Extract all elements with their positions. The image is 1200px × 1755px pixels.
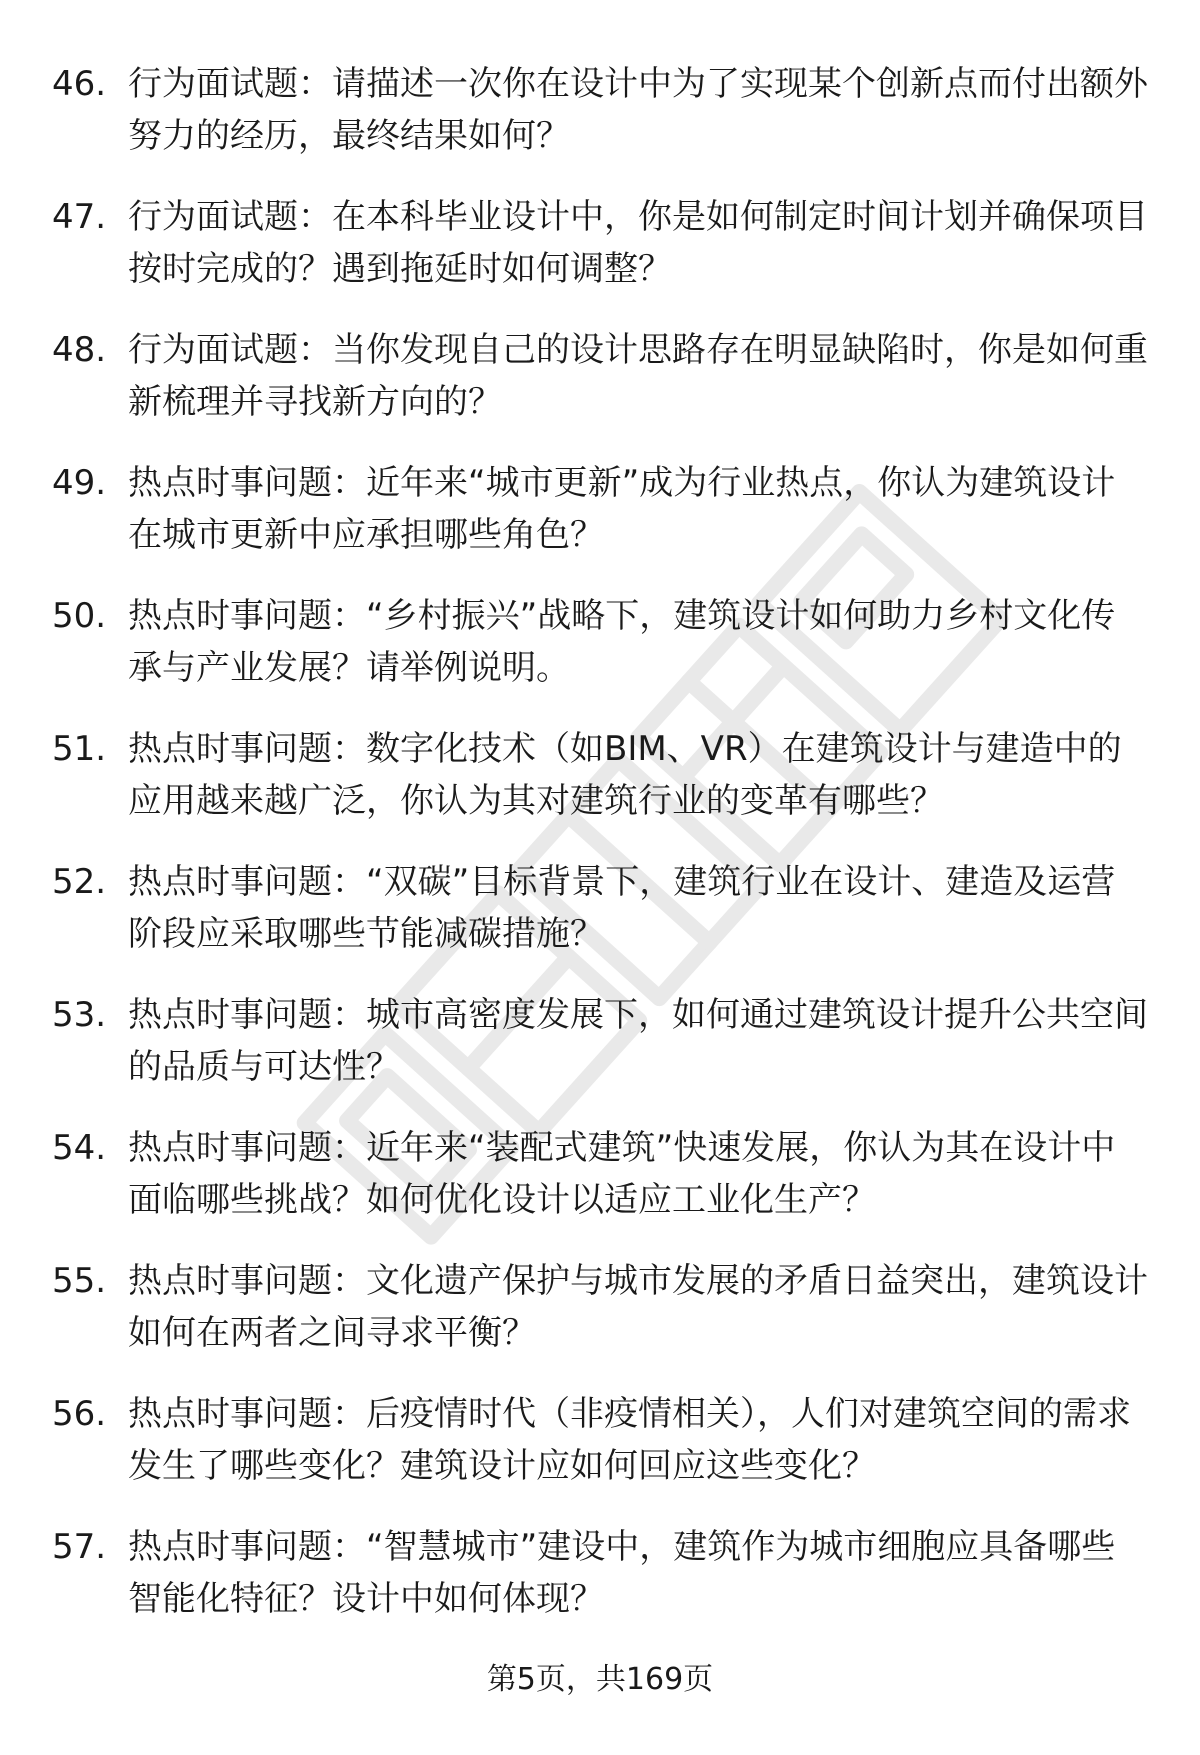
question-item — [0, 856, 1200, 989]
question-text: 热点时事问题：文化遗产保护与城市发展的矛盾日益突出，建筑设计如何在两者之间寻求平衡？ — [128, 1261, 1148, 1353]
question-number: 56. — [52, 1394, 107, 1434]
question-item — [0, 191, 1200, 324]
question-number: 54. — [52, 1128, 107, 1168]
question-number: 51. — [52, 729, 107, 769]
question-text: 行为面试题：当你发现自己的设计思路存在明显缺陷时，你是如何重新梳理并寻找新方向的？ — [128, 330, 1148, 422]
question-item — [0, 324, 1200, 457]
question-number: 53. — [52, 995, 107, 1035]
question-number: 50. — [52, 596, 107, 636]
question-text: 热点时事问题：“乡村振兴”战略下，建筑设计如何助力乡村文化传承与产业发展？请举例说明。 — [128, 596, 1116, 688]
question-text: 热点时事问题：“双碳”目标背景下，建筑行业在设计、建造及运营阶段应采取哪些节能减碳措施？ — [128, 862, 1116, 954]
page-number-label: 第5页，共169页 — [486, 1662, 714, 1697]
question-item — [0, 457, 1200, 590]
question-item — [0, 989, 1200, 1122]
page-footer — [0, 1660, 1200, 1700]
question-number: 57. — [52, 1527, 107, 1567]
question-list — [0, 58, 1200, 1654]
question-item — [0, 1521, 1200, 1654]
question-text: 热点时事问题：后疫情时代（非疫情相关），人们对建筑空间的需求发生了哪些变化？建筑设计应如何回应这些变化？ — [128, 1394, 1131, 1486]
question-item — [0, 58, 1200, 191]
question-number: 55. — [52, 1261, 107, 1301]
question-text: 热点时事问题：近年来“装配式建筑”快速发展，你认为其在设计中面临哪些挑战？如何优化设计以适应工业化生产？ — [128, 1128, 1116, 1220]
question-item — [0, 723, 1200, 856]
question-number: 52. — [52, 862, 107, 902]
question-number: 48. — [52, 330, 107, 370]
question-text: 热点时事问题：“智慧城市”建设中，建筑作为城市细胞应具备哪些智能化特征？设计中如何体现？ — [128, 1527, 1116, 1619]
question-item — [0, 1122, 1200, 1255]
question-text: 热点时事问题：数字化技术（如BIM、VR）在建筑设计与建造中的应用越来越广泛，你认为其对建筑行业的变革有哪些？ — [128, 729, 1122, 821]
question-item — [0, 1255, 1200, 1388]
question-item — [0, 1388, 1200, 1521]
question-text: 行为面试题：请描述一次你在设计中为了实现某个创新点而付出额外努力的经历，最终结果如何？ — [128, 64, 1148, 156]
question-item — [0, 590, 1200, 723]
question-text: 热点时事问题：城市高密度发展下，如何通过建筑设计提升公共空间的品质与可达性？ — [128, 995, 1148, 1087]
question-number: 46. — [52, 64, 107, 104]
question-text: 热点时事问题：近年来“城市更新”成为行业热点，你认为建筑设计在城市更新中应承担哪些角色？ — [128, 463, 1116, 555]
question-number: 47. — [52, 197, 107, 237]
question-number: 49. — [52, 463, 107, 503]
question-text: 行为面试题：在本科毕业设计中，你是如何制定时间计划并确保项目按时完成的？遇到拖延时如何调整？ — [128, 197, 1148, 289]
